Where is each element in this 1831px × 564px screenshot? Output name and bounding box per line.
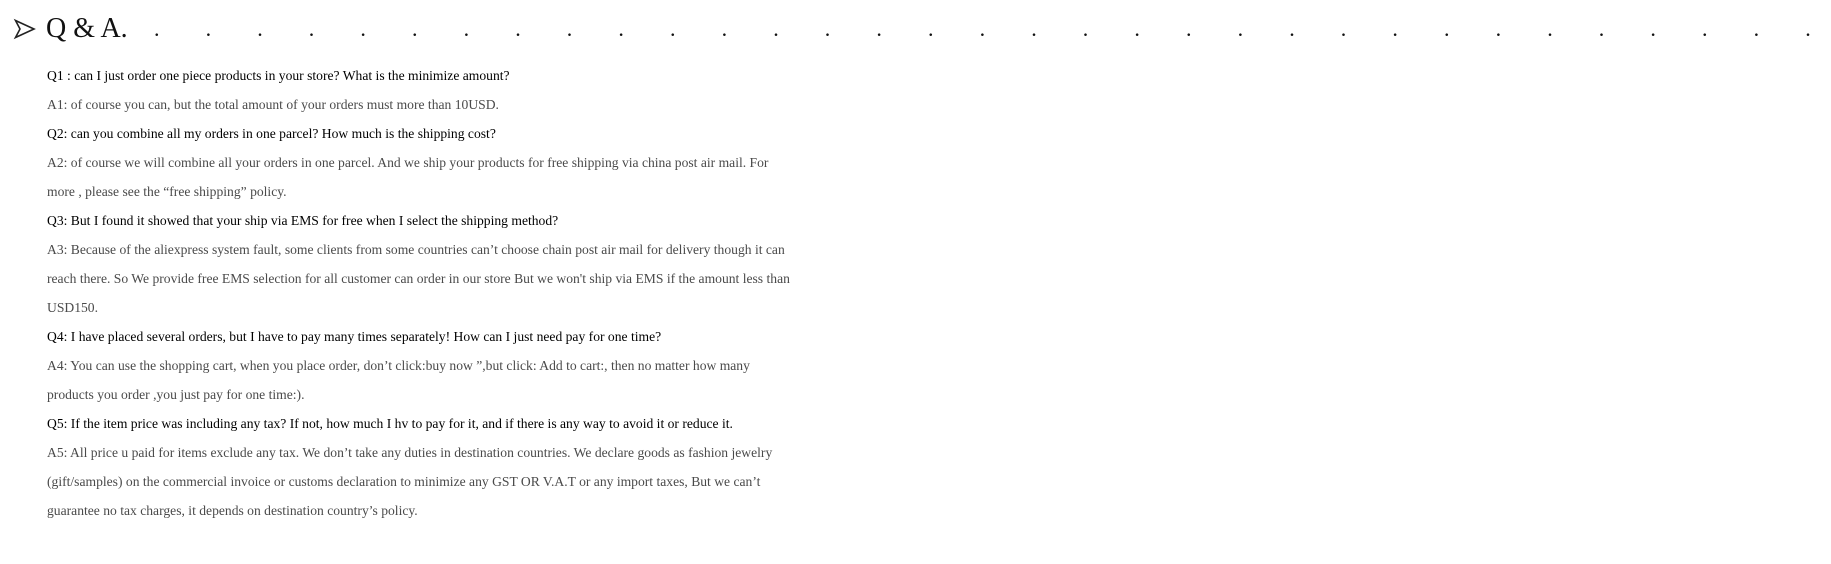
answer-4: A4: You can use the shopping cart, when you place order, don’t click:buy now ”,but click: Add to cart:, then no matter how many products you order ,you just pay for one time:).: [47, 358, 750, 402]
answer-3: A3: Because of the aliexpress system fault, some clients from some countries can’t choose chain post air mail for delivery though it can reach there. So We provide free EMS selection for all customer can order in our store But we won't ship via EMS if the amount less than USD150.: [47, 242, 790, 315]
qa-item-4: [47, 322, 797, 409]
answer-1: A1: of course you can, but the total amount of your orders must more than 10USD.: [47, 97, 499, 112]
qa-item-5: [47, 409, 797, 525]
qa-item-3: [47, 206, 797, 322]
play-outline-icon: [14, 19, 36, 39]
answer-2: A2: of course we will combine all your orders in one parcel. And we ship your products for free shipping via china post air mail. For more , please see the “free shipping” policy.: [47, 155, 769, 199]
qa-item-1: [47, 61, 797, 119]
answer-5: A5: All price u paid for items exclude any tax. We don’t take any duties in destination countries. We declare goods as fashion jewelry (gift/samples) on the commercial invoice or customs declaration to minimize any GST OR V.A.T or any import taxes, But we can’t guarantee no tax charges, it depends on destination country’s policy.: [47, 445, 773, 518]
title-dot-leader: . . . . . . . . . . . . . . . . . . . . . . . . . . . . . . . . .: [154, 16, 1831, 41]
qa-item-2: [47, 119, 797, 206]
question-5: Q5: If the item price was including any tax? If not, how much I hv to pay for it, and if there is any way to avoid it or reduce it.: [47, 416, 733, 431]
question-4: Q4: I have placed several orders, but I have to pay many times separately! How can I just need pay for one time?: [47, 329, 662, 344]
question-3: Q3: But I found it showed that your ship via EMS for free when I select the shipping method?: [47, 213, 559, 228]
question-2: Q2: can you combine all my orders in one parcel? How much is the shipping cost?: [47, 126, 496, 141]
question-1: Q1 : can I just order one piece products in your store? What is the minimize amount?: [47, 68, 510, 83]
section-header: [14, 12, 1831, 46]
section-title: Q & A.: [46, 13, 128, 44]
qa-list: [47, 61, 797, 525]
